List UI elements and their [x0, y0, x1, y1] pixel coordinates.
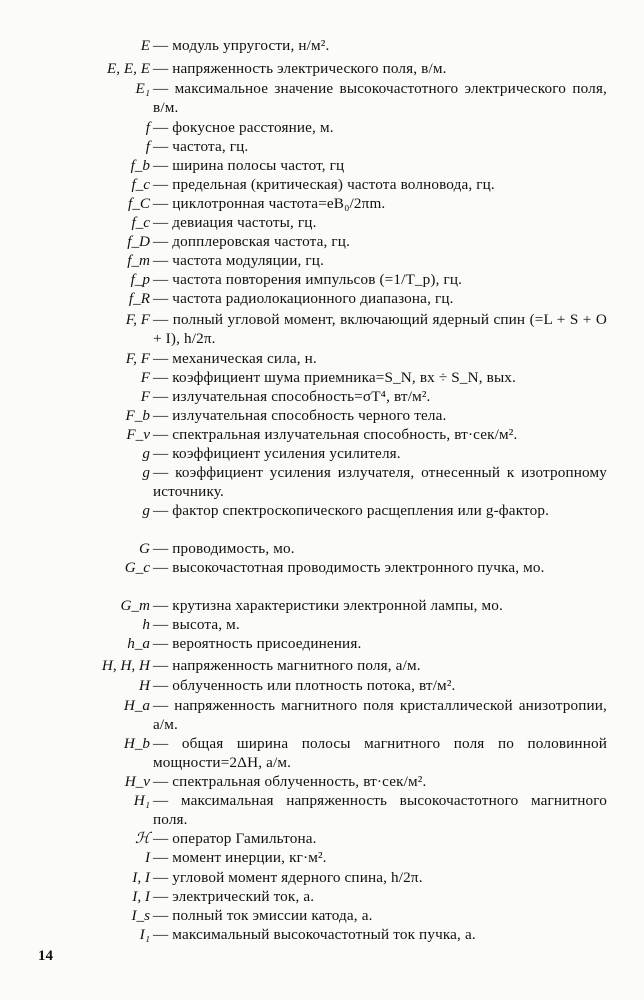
entry-definition: — общая ширина полосы магнитного поля по половинной мощности=2ΔH, а/м.: [153, 735, 607, 771]
entry-symbol: F_v: [126, 426, 150, 443]
entry-symbol: f_C: [128, 195, 150, 212]
entry-definition: — излучательная способность черного тела.: [153, 407, 447, 424]
entry-symbol: H_b: [123, 735, 150, 752]
entry-symbol: ℋ: [134, 830, 150, 847]
entry-symbol: f_c: [131, 214, 150, 231]
entry-symbol: I_s: [131, 907, 150, 924]
entry-symbol: F: [140, 369, 150, 386]
entry-symbol: f_m: [127, 252, 150, 269]
entry-symbol: F_b: [125, 407, 150, 424]
entry-definition: — спектральная излучательная способность, вт·сек/м².: [153, 426, 518, 443]
entry-definition: — угловой момент ядерного спина, h/2π.: [153, 869, 423, 886]
entry-symbol: E: [140, 37, 150, 54]
entry-symbol: I: [144, 849, 150, 866]
entry-symbol: I₁: [139, 926, 150, 943]
entry-definition: — излучательная способность=σT⁴, вт/м².: [153, 388, 431, 405]
entry-symbol: f_D: [127, 233, 150, 250]
entry-symbol: I, I: [132, 888, 150, 905]
entry-definition: — момент инерции, кг·м².: [153, 849, 327, 866]
entry-definition: — коэффициент усиления излучателя, отнесенный к изотропному источнику.: [153, 464, 607, 500]
entry-definition: — циклотронная частота=eB₀/2πm.: [153, 195, 386, 212]
entry-definition: — напряженность магнитного поля, а/м.: [153, 657, 421, 674]
entry-symbol: g: [142, 464, 150, 481]
entry-definition: — допплеровская частота, гц.: [153, 233, 351, 250]
entry-definition: — частота повторения импульсов (=1/T_p), гц.: [153, 271, 463, 288]
entry-symbol: F, F: [125, 350, 150, 367]
entry-symbol: f_R: [128, 290, 150, 307]
entry-definition: — оператор Гамильтона.: [153, 830, 317, 847]
entry-definition: — полный угловой момент, включающий ядерный спин (=L + S + O + I), h/2π.: [153, 311, 607, 347]
entry-definition: — частота, гц.: [153, 138, 249, 155]
entry-symbol: I, I: [132, 869, 150, 886]
entry-symbol: G: [139, 540, 150, 557]
entry-symbol: f_p: [130, 271, 150, 288]
entry-definition: — частота радиолокационного диапазона, гц.: [153, 290, 454, 307]
entry-definition: — электрический ток, а.: [153, 888, 315, 905]
entry-definition: — максимальная напряженность высокочастотного магнитного поля.: [153, 792, 607, 828]
entry-definition: — крутизна характеристики электронной лампы, мо.: [153, 597, 503, 614]
entry-definition: — высокочастотная проводимость электронного пучка, мо.: [153, 559, 545, 576]
entry-definition: — девиация частоты, гц.: [153, 214, 317, 231]
entry-definition: — высота, м.: [153, 616, 240, 633]
entry-symbol: E₁: [135, 80, 150, 97]
entry-definition: — максимальное значение высокочастотного электрического поля, в/м.: [153, 80, 607, 116]
entry-definition: — облученность или плотность потока, вт/м².: [153, 677, 456, 694]
entry-definition: — напряженность электрического поля, в/м.: [153, 60, 447, 77]
entry-symbol: f: [145, 119, 150, 136]
entry-symbol: g: [142, 502, 150, 519]
entry-symbol: h: [142, 616, 150, 633]
entry-definition: — коэффициент усиления усилителя.: [153, 445, 401, 462]
entry-definition: — проводимость, мо.: [153, 540, 295, 557]
entry-definition: — модуль упругости, н/м².: [153, 37, 330, 54]
entry-definition: — полный ток эмиссии катода, а.: [153, 907, 373, 924]
entry-definition: — вероятность присоединения.: [153, 635, 362, 652]
entry-definition: — напряженность магнитного поля кристаллической анизотропии, а/м.: [153, 697, 607, 733]
entry-symbol: H: [139, 677, 150, 694]
entry-definition: — максимальный высокочастотный ток пучка, а.: [153, 926, 476, 943]
entry-symbol: f_c: [131, 176, 150, 193]
entry-symbol: f: [145, 138, 150, 155]
entry-symbol: G_c: [124, 559, 150, 576]
page-number: 14: [38, 948, 53, 964]
entry-definition: — коэффициент шума приемника=S_N, вх ÷ S_N, вых.: [153, 369, 516, 386]
entry-definition: — предельная (критическая) частота волновода, гц.: [153, 176, 495, 193]
entry-symbol: g: [142, 445, 150, 462]
entry-symbol: G_m: [120, 597, 150, 614]
entry-symbol: H_a: [123, 697, 150, 714]
entry-definition: — фокусное расстояние, м.: [153, 119, 334, 136]
entry-symbol: H, H, H: [101, 657, 150, 674]
entry-definition: — механическая сила, н.: [153, 350, 317, 367]
entry-definition: — фактор спектроскопического расщепления или g-фактор.: [153, 502, 550, 519]
entry-symbol: f_b: [130, 157, 150, 174]
entry-symbol: E, E, E: [106, 60, 150, 77]
entry-symbol: H_v: [124, 773, 150, 790]
entry-symbol: F: [140, 388, 150, 405]
entry-definition: — спектральная облученность, вт·сек/м².: [153, 773, 427, 790]
entry-definition: — частота модуляции, гц.: [153, 252, 325, 269]
entry-symbol: F, F: [125, 311, 150, 328]
entry-symbol: H₁: [133, 792, 150, 809]
entry-definition: — ширина полосы частот, гц: [153, 157, 345, 174]
entry-symbol: h_a: [127, 635, 150, 652]
